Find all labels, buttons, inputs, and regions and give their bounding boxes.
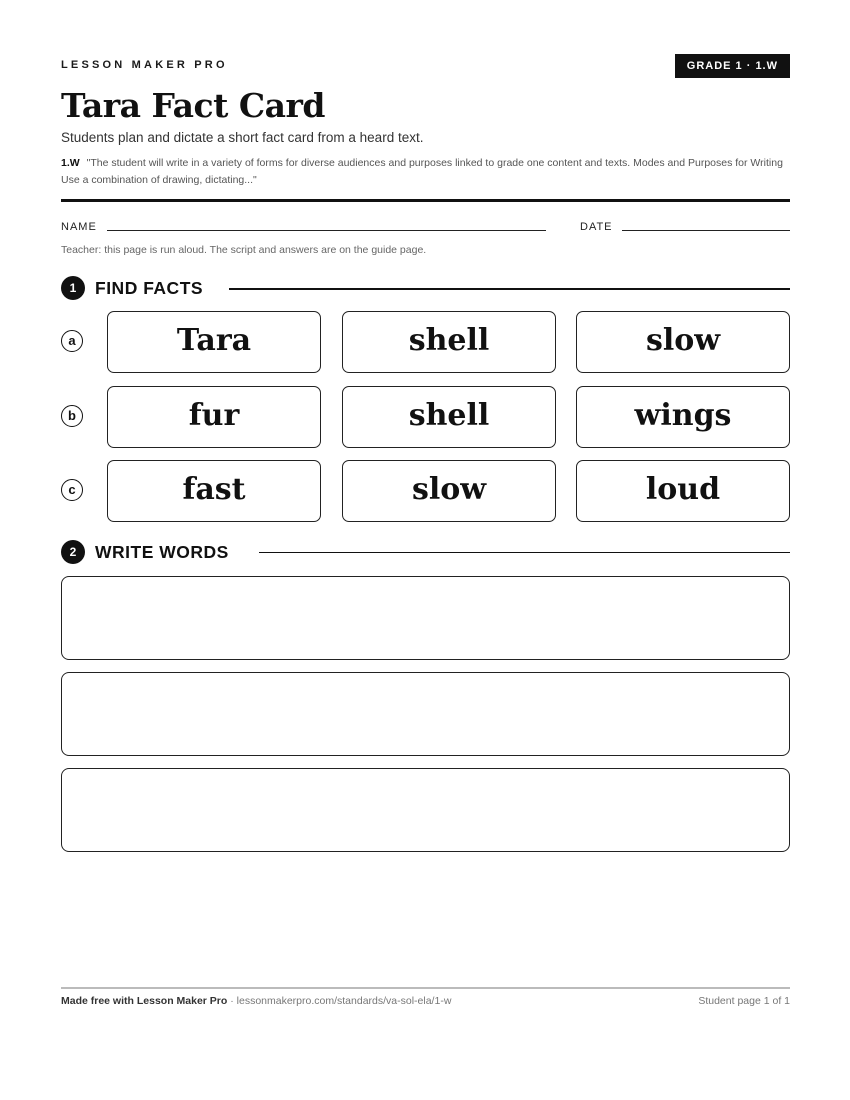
word-card[interactable]: wings [576,386,790,448]
section-write-words [61,540,790,564]
write-box-2[interactable] [61,672,790,756]
standard-description [61,155,790,189]
section-rule [259,552,790,553]
teacher-note: Teacher: this page is run aloud. The script and answers are on the guide page. [61,244,427,256]
row-letter: b [61,405,83,427]
name-line[interactable] [107,230,546,231]
section-rule [229,288,790,290]
write-box-1[interactable] [61,576,790,660]
section-title: FIND FACTS [95,278,204,298]
footer-made-by: Made free with Lesson Maker Pro [61,995,228,1007]
page-number: Student page 1 of 1 [698,995,790,1007]
name-label: NAME [61,221,97,233]
row-letter: c [61,479,83,501]
word-card[interactable]: Tara [107,311,321,373]
footer-link[interactable]: · lessonmakerpro.com/standards/va-sol-ela/1-w [227,995,452,1007]
fact-row-b [61,386,790,449]
row-letter: a [61,330,83,352]
worksheet-page [61,0,790,1100]
word-card[interactable]: shell [342,311,556,373]
date-line[interactable] [622,230,790,231]
standard-text: "The student will write in a variety of forms for diverse audiences and purposes linked to grade one content and texts. Modes and Purposes for Writing Use a combination of drawing, dictating..." [61,157,783,186]
word-card[interactable]: slow [576,311,790,373]
section-find-facts [61,276,790,300]
word-card[interactable]: shell [342,386,556,448]
section-number: 2 [61,540,85,564]
word-card[interactable]: fast [107,460,321,522]
word-card[interactable]: loud [576,460,790,522]
page-title: Tara Fact Card [61,86,325,125]
date-label: DATE [580,221,613,233]
footer [61,995,790,1007]
write-box-3[interactable] [61,768,790,852]
section-number: 1 [61,276,85,300]
header [61,54,790,78]
name-date-row [61,219,790,235]
page-subtitle: Students plan and dictate a short fact card from a heard text. [61,130,424,145]
fact-row-c [61,460,790,523]
fact-row-a [61,311,790,374]
word-card[interactable]: fur [107,386,321,448]
grade-badge: GRADE 1 · 1.W [675,54,790,78]
word-card[interactable]: slow [342,460,556,522]
footer-divider [61,987,790,989]
header-divider [61,199,790,202]
standard-code: 1.W [61,157,80,169]
brand-name: LESSON MAKER PRO [61,59,228,71]
section-title: WRITE WORDS [95,542,229,562]
